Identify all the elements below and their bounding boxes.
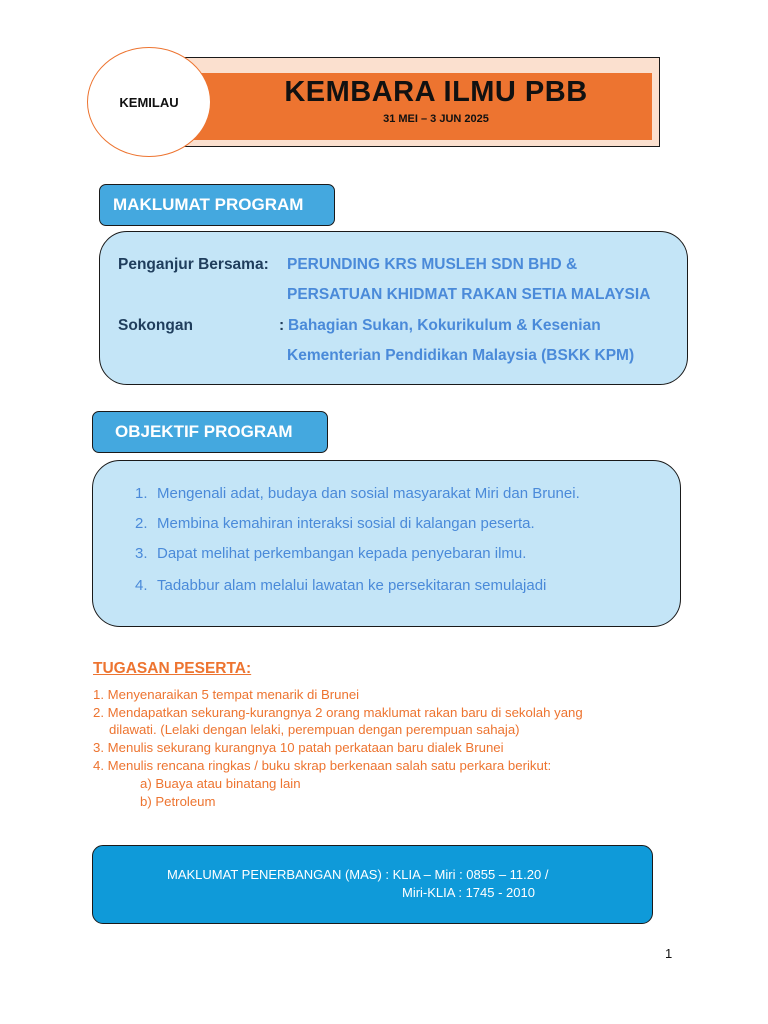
objektif-item <box>135 515 535 532</box>
objektif-program-heading-label: OBJEKTIF PROGRAM <box>115 422 293 441</box>
kemilau-badge <box>87 47 211 157</box>
objektif-item-text: Membina kemahiran interaksi sosial di kalangan peserta. <box>157 515 535 532</box>
penganjur-value-line2: PERSATUAN KHIDMAT RAKAN SETIA MALAYSIA <box>287 286 651 303</box>
tugasan-line: 2. Mendapatkan sekurang-kurangnya 2 orang maklumat rakan baru di sekolah yang <box>93 705 583 720</box>
objektif-item <box>135 485 580 502</box>
maklumat-program-heading <box>99 184 335 226</box>
objektif-item-text: Mengenali adat, budaya dan sosial masyarakat Miri dan Brunei. <box>157 485 580 502</box>
page-number: 1 <box>665 946 673 961</box>
tugasan-line: dilawati. (Lelaki dengan lelaki, perempuan dengan perempuan sahaja) <box>109 722 520 737</box>
sokongan-label: Sokongan <box>118 317 193 334</box>
objektif-item-number: 3. <box>135 545 148 562</box>
tugasan-line: 1. Menyenaraikan 5 tempat menarik di Brunei <box>93 687 360 702</box>
objektif-program-heading <box>92 411 328 453</box>
maklumat-program-heading-label: MAKLUMAT PROGRAM <box>113 195 304 214</box>
objektif-item <box>135 545 526 562</box>
sokongan-value-line1: Bahagian Sukan, Kokurikulum & Kesenian <box>288 317 601 334</box>
tugasan-peserta-title: TUGASAN PESERTA: <box>93 660 252 677</box>
kemilau-badge-label: KEMILAU <box>119 94 179 110</box>
objektif-item-number: 1. <box>135 485 148 502</box>
maklumat-penerbangan-box <box>92 845 653 924</box>
sokongan-value-line2: Kementerian Pendidikan Malaysia (BSKK KPM) <box>287 347 635 364</box>
penganjur-value-line1: PERUNDING KRS MUSLEH SDN BHD & <box>287 256 578 273</box>
objektif-item-number: 2. <box>135 515 148 532</box>
tugasan-line: 3. Menulis sekurang kurangnya 10 patah perkataan baru dialek Brunei <box>93 740 504 755</box>
tugasan-line: 4. Menulis rencana ringkas / buku skrap berkenaan salah satu perkara berikut: <box>93 758 552 773</box>
objektif-item-number: 4. <box>135 577 148 594</box>
document-title: KEMBARA ILMU PBB <box>284 76 588 108</box>
program-date: 31 MEI – 3 JUN 2025 <box>383 113 489 125</box>
penganjur-label: Penganjur Bersama: <box>118 256 269 273</box>
objektif-item-text: Dapat melihat perkembangan kepada penyebaran ilmu. <box>157 545 527 562</box>
penerbangan-line1: MAKLUMAT PENERBANGAN (MAS) : KLIA – Miri : 0855 – 11.20 / <box>167 867 549 882</box>
tugasan-subitem: a) Buaya atau binatang lain <box>140 776 301 791</box>
objektif-item-text: Tadabbur alam melalui lawatan ke persekitaran semulajadi <box>157 577 547 594</box>
objektif-item <box>135 577 546 594</box>
penerbangan-line2: Miri-KLIA : 1745 - 2010 <box>402 885 535 900</box>
sokongan-colon: : <box>279 317 285 334</box>
tugasan-subitem: b) Petroleum <box>140 794 216 809</box>
